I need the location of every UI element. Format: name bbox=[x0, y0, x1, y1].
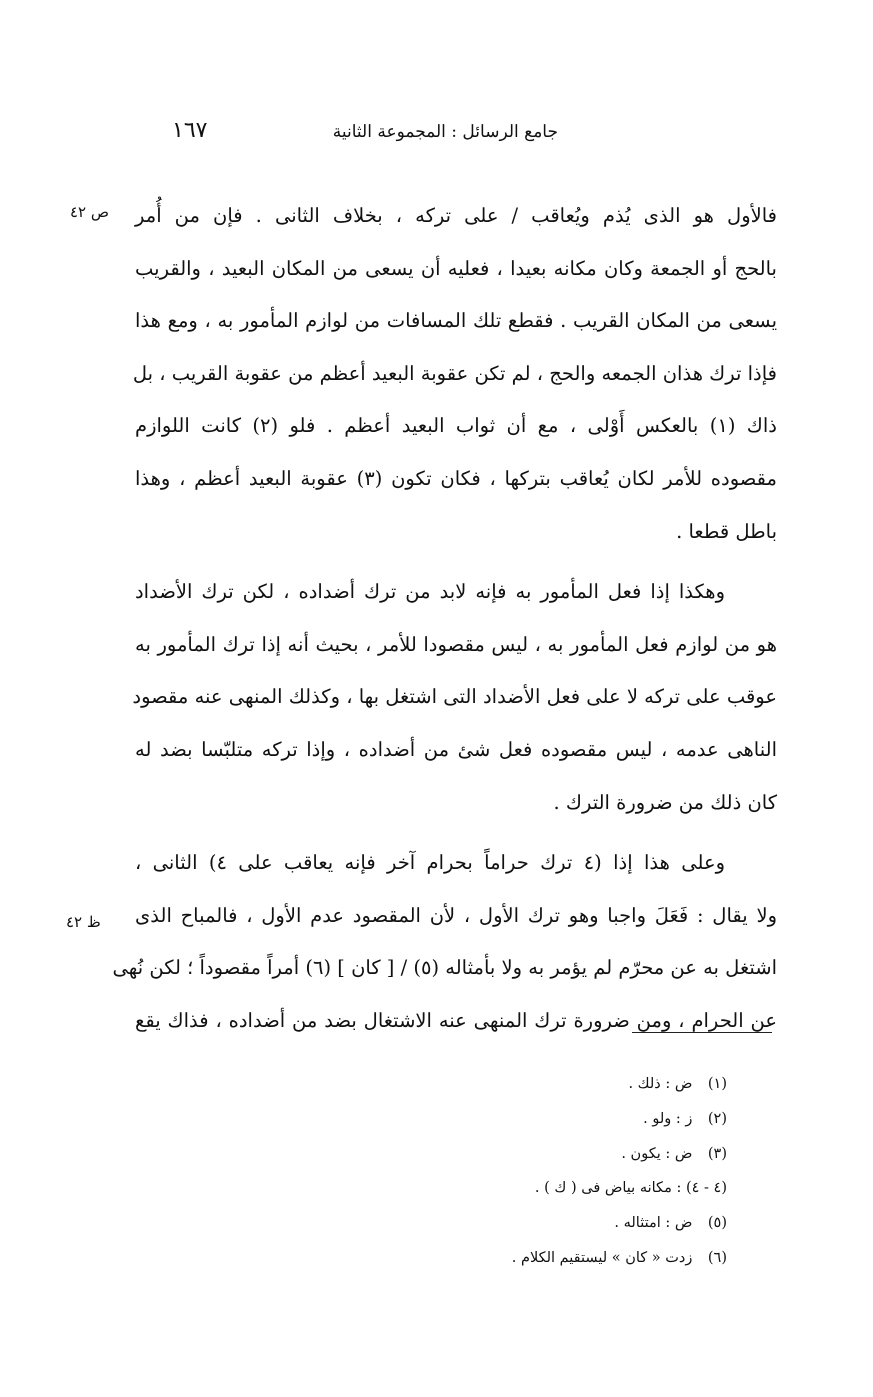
footnote bbox=[307, 1102, 727, 1137]
footnote-text: : مكانه بياض فى ( ك ) . bbox=[534, 1180, 682, 1197]
text-line: كان ذلك من ضرورة الترك . bbox=[553, 790, 777, 814]
footnote-text: ض : امتثاله . bbox=[614, 1215, 693, 1232]
text-line: عن الحرام ، ومن ضرورة ترك المنهى عنه الاشتغال بضد من أضداده ، فذاك يقع bbox=[135, 1008, 777, 1032]
text-line: الناهى عدمه ، ليس مقصوده فعل شئ من أضداده ، وإذا تركه متلبّسا بضد له bbox=[135, 737, 777, 761]
text-line: فإذا ترك هذان الجمعه والحج ، لم تكن عقوبة البعيد أعظم من عقوبة القريب ، بل bbox=[132, 361, 777, 385]
page-header bbox=[150, 118, 770, 148]
text-line: وهكذا إذا فعل المأمور به فإنه لابد من ترك أضداده ، لكن ترك الأضداد bbox=[135, 580, 725, 604]
footnote bbox=[307, 1241, 727, 1276]
footnote-number: (٤ - ٤) bbox=[685, 1180, 727, 1197]
body-text bbox=[112, 190, 777, 1048]
footnote-text: ض : يكون . bbox=[621, 1145, 693, 1162]
text-line: ذاك (١) بالعكس أَوْلى ، مع أن ثواب البعيد أعظم . فلو (٢) كانت اللوازم bbox=[135, 414, 777, 438]
text-line: بالحج أو الجمعة وكان مكانه بعيدا ، فعليه أن يسعى من المكان البعيد ، والقريب bbox=[135, 256, 777, 280]
text-line: باطل قطعا . bbox=[676, 519, 777, 543]
text-line: مقصوده للأمر لكان يُعاقب بتركها ، فكان تكون (٣) عقوبة البعيد أعظم ، وهذا bbox=[135, 466, 777, 490]
footnote-text: زدت « كان » ليستقيم الكلام . bbox=[511, 1249, 693, 1266]
footnote-number: (٣) bbox=[707, 1145, 727, 1162]
margin-note-folio-recto: ص ٤٢ bbox=[70, 203, 110, 221]
footnote bbox=[307, 1137, 727, 1172]
text-line: عوقب على تركه لا على فعل الأضداد التى اشتغل بها ، وكذلك المنهى عنه مقصود bbox=[132, 685, 777, 709]
footnote-text: ض : ذلك . bbox=[628, 1076, 693, 1092]
footnote-number: (٥) bbox=[707, 1215, 727, 1232]
text-line: وعلى هذا إذا (٤ ترك حراماً بحرام آخر فإنه يعاقب على ٤) الثانى ، bbox=[135, 851, 725, 875]
footnote bbox=[307, 1171, 727, 1206]
text-line: فالأول هو الذى يُذم ويُعاقب / على تركه ، بخلاف الثانى . فإن من أُمر bbox=[135, 204, 777, 227]
text-line: هو من لوازم فعل المأمور به ، ليس مقصودا للأمر ، بحيث أنه إذا ترك المأمور به bbox=[135, 632, 777, 656]
footnote-number: (٦) bbox=[707, 1249, 727, 1266]
paragraph-3 bbox=[112, 837, 777, 1047]
margin-note-folio-verso: ظ ٤٢ bbox=[66, 913, 101, 931]
paragraph-1 bbox=[132, 190, 777, 558]
text-line: اشتغل به عن محرّم لم يؤمر به ولا بأمثاله (٥) / [ كان ] (٦) أمراً مقصوداً ؛ لكن نُهى bbox=[112, 956, 777, 980]
text-line: يسعى من المكان القريب . فقطع تلك المسافات من لوازم المأمور به ، ومع هذا bbox=[135, 309, 777, 333]
paragraph-2 bbox=[132, 566, 777, 829]
footnote-text: ز : ولو . bbox=[643, 1110, 693, 1127]
footnote bbox=[307, 1206, 727, 1241]
footnote-number: (٢) bbox=[707, 1110, 727, 1127]
footnote-divider bbox=[632, 1032, 772, 1033]
text-line: ولا يقال : فَعَلَ واجبا وهو ترك الأول ، لأن المقصود عدم الأول ، فالمباح الذى bbox=[135, 903, 777, 927]
footnote-number: (١) bbox=[707, 1076, 727, 1092]
footnotes bbox=[307, 1067, 727, 1276]
page-number: ١٦٧ bbox=[172, 118, 208, 143]
running-title: جامع الرسائل : المجموعة الثانية bbox=[332, 122, 558, 142]
footnote bbox=[307, 1067, 727, 1102]
